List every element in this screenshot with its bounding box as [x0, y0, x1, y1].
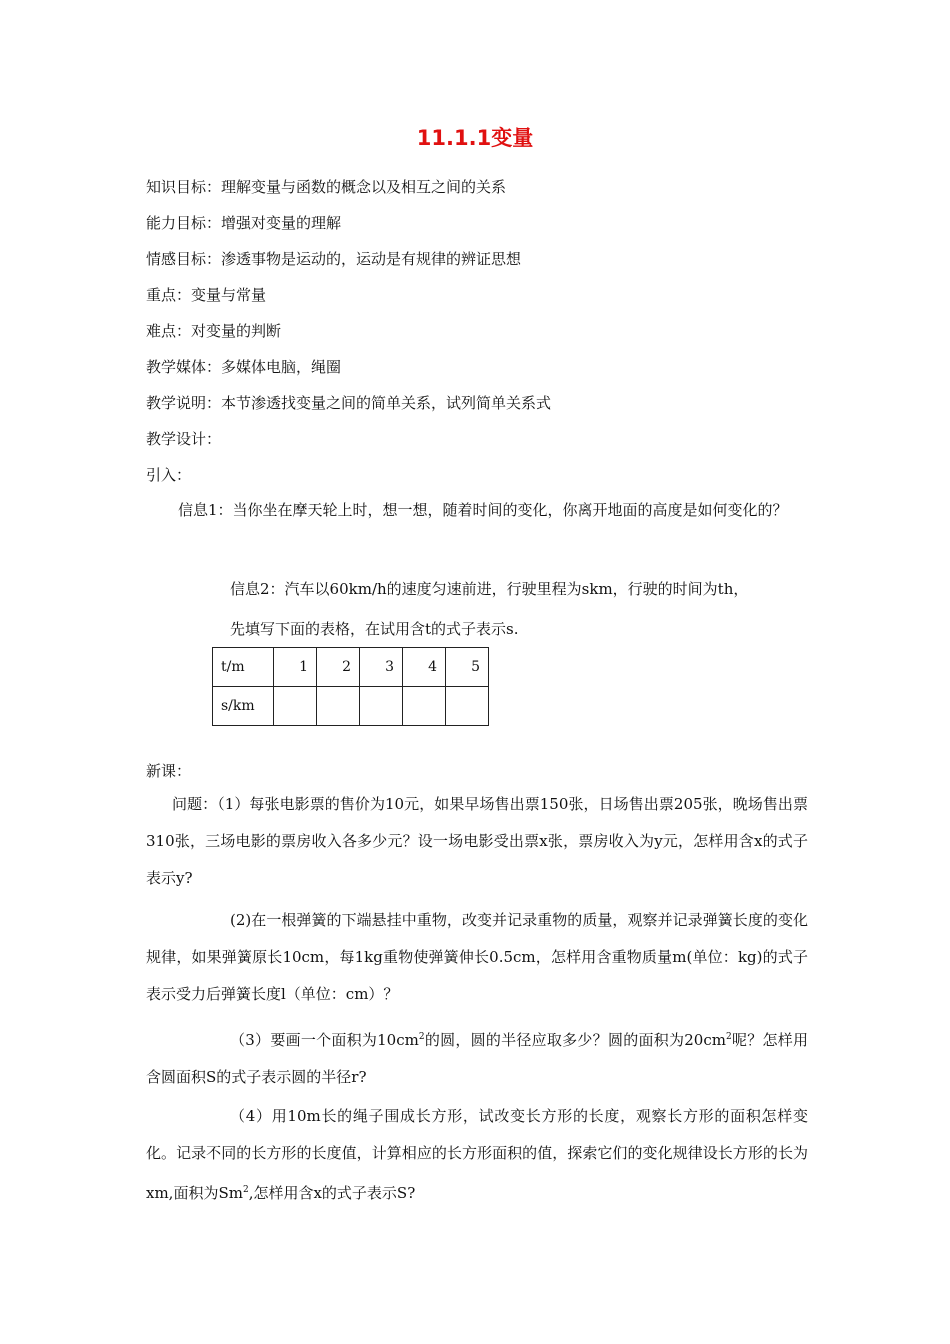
question-4-part-a: （4）用10m长的绳子围成长方形，试改变长方形的长度，观察长方形的面积怎样变化。记录不同的长方形的长度值，计算相应的长方形面积的值，探索它们的变化规律设长方形的长为xm,面积为Sm: [146, 1107, 808, 1202]
question-3-part-c: 呢？怎样用含圆面积S的式子表示圆的半径r?: [146, 1031, 808, 1086]
info-2-line-1: 信息2：汽车以60km/h的速度匀速前进，行驶里程为skm，行驶的时间为th，: [230, 580, 749, 598]
knowledge-objective: 知识目标：理解变量与函数的概念以及相互之间的关系: [146, 178, 507, 196]
teaching-note: 教学说明：本节渗透找变量之间的简单关系，试列简单关系式: [146, 394, 552, 412]
table-cell-empty: [317, 687, 360, 726]
document-title: 11.1.1变量: [416, 126, 534, 150]
question-2: (2)在一根弹簧的下端悬挂中重物，改变并记录重物的质量，观察并记录弹簧长度的变化规律，如果弹簧原长10cm，每1kg重物使弹簧伸长0.5cm，怎样用含重物质量m(单位：kg)的式子表示受力后弹簧长度l（单位：cm）？: [146, 911, 808, 1003]
table-header-t: t/m: [213, 648, 274, 687]
key-point: 重点：变量与常量: [146, 286, 267, 304]
superscript: 2: [242, 1185, 249, 1195]
question-3: [146, 1019, 808, 1096]
table-cell: 5: [446, 648, 489, 687]
new-lesson-heading: 新课：: [146, 762, 192, 780]
table-cell-empty: [403, 687, 446, 726]
teaching-design-heading: 教学设计：: [146, 430, 222, 448]
table-cell-empty: [274, 687, 317, 726]
table-cell-empty: [360, 687, 403, 726]
question-1: 问题：（1）每张电影票的售价为10元，如果早场售出票150张，日场售出票205张，晚场售出票310张，三场电影的票房收入各多少元？设一场电影受出票x张，票房收入为y元，怎样用含x的式子表示y?: [146, 795, 808, 887]
intro-heading: 引入：: [146, 466, 192, 484]
question-4: [146, 1098, 808, 1212]
difficulty: 难点：对变量的判断: [146, 322, 282, 340]
table-cell: 1: [274, 648, 317, 687]
question-4-part-b: ,怎样用含x的式子表示S?: [248, 1184, 416, 1202]
table-header-s: s/km: [213, 687, 274, 726]
superscript: 2: [725, 1032, 732, 1042]
ability-objective: 能力目标：增强对变量的理解: [146, 214, 342, 232]
table-row: [213, 687, 489, 726]
table-cell-empty: [446, 687, 489, 726]
info-2-line-2: 先填写下面的表格，在试用含t的式子表示s.: [230, 620, 519, 638]
table-cell: 3: [360, 648, 403, 687]
table-row: [213, 648, 489, 687]
fill-in-table: [212, 647, 489, 726]
question-3-part-a: （3）要画一个面积为10cm: [230, 1031, 419, 1049]
emotion-objective: 情感目标：渗透事物是运动的，运动是有规律的辨证思想: [146, 250, 522, 268]
superscript: 2: [418, 1032, 425, 1042]
question-3-part-b: 的圆，圆的半径应取多少？圆的面积为20cm: [424, 1031, 726, 1049]
teaching-media: 教学媒体：多媒体电脑，绳圈: [146, 358, 342, 376]
table-cell: 4: [403, 648, 446, 687]
table-cell: 2: [317, 648, 360, 687]
info-1: 信息1：当你坐在摩天轮上时，想一想，随着时间的变化，你离开地面的高度是如何变化的？: [178, 501, 788, 519]
